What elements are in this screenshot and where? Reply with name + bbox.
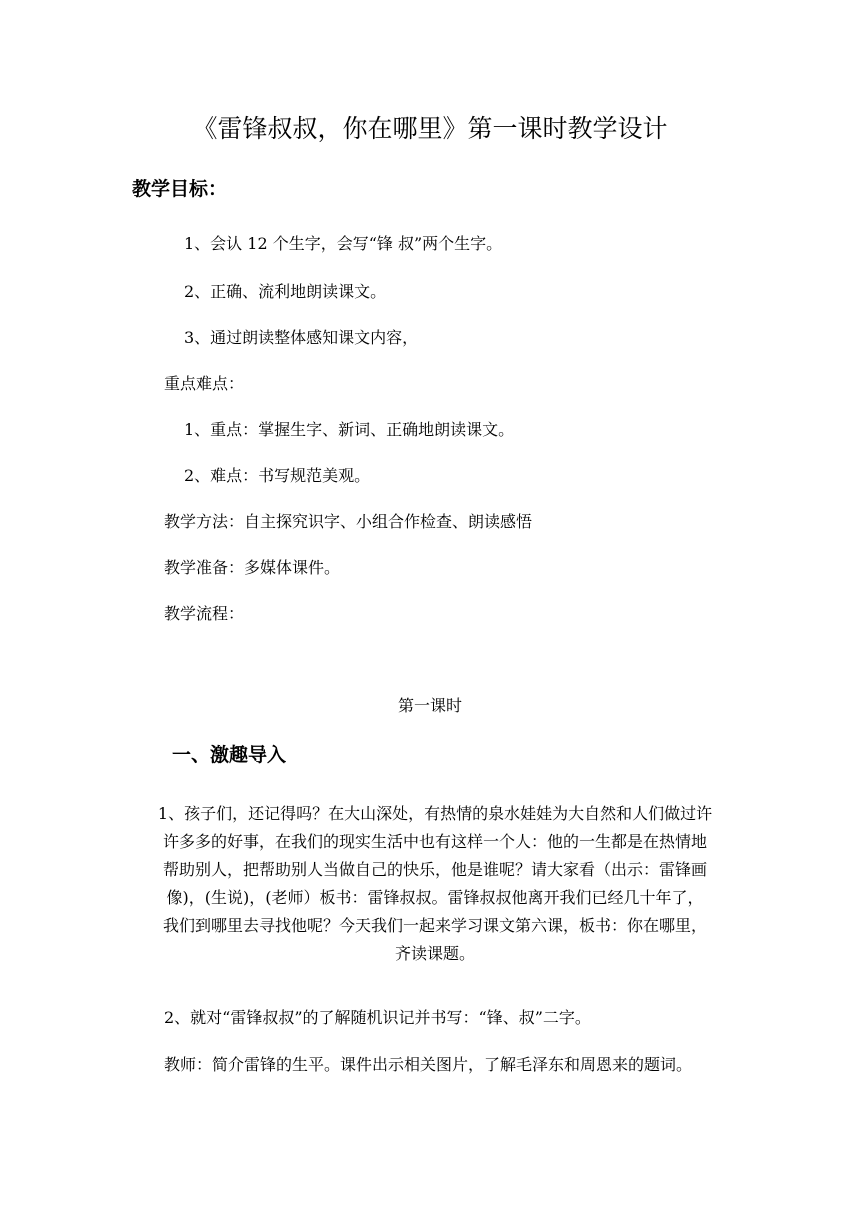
intro-paragraph <box>120 800 750 968</box>
objective-item-1: 1、会认 12 个生字，会写“锋 叔”两个生字。 <box>184 234 503 253</box>
document-title: 《雷锋叔叔，你在哪里》第一课时教学设计 <box>192 114 668 143</box>
paragraph-line: 像)，(生说)，(老师）板书：雷锋叔叔。雷锋叔叔他离开我们已经几十年了， <box>166 888 704 907</box>
key-point-item-2: 2、难点：书写规范美观。 <box>184 466 371 485</box>
key-points-heading: 重点难点： <box>164 374 245 393</box>
lesson-heading: 第一课时 <box>397 696 462 715</box>
paragraph-line: 我们到哪里去寻找他呢？今天我们一起来学习课文第六课，板书：你在哪里， <box>162 916 707 935</box>
objective-item-3: 3、通过朗读整体感知课文内容， <box>184 328 419 347</box>
paragraph-line: 齐读课题。 <box>394 944 475 963</box>
section-heading: 一、激趣导入 <box>172 744 287 766</box>
paragraph-2: 2、就对“雷锋叔叔”的了解随机识记并书写：“锋、叔”二字。 <box>164 1008 591 1027</box>
paragraph-line: 帮助别人，把帮助别人当做自己的快乐，他是谁呢？请大家看（出示：雷锋画 <box>162 860 707 879</box>
objectives-heading: 教学目标： <box>132 178 228 200</box>
key-point-item-1: 1、重点：掌握生字、新词、正确地朗读课文。 <box>184 420 515 439</box>
teaching-preparation: 教学准备：多媒体课件。 <box>164 558 341 577</box>
paragraph-line: 1、孩子们，还记得吗？在大山深处，有热情的泉水娃娃为大自然和人们做过许 <box>157 804 713 823</box>
objective-item-2: 2、正确、流利地朗读课文。 <box>184 282 387 301</box>
teaching-process-heading: 教学流程： <box>164 604 245 623</box>
paragraph-line: 许多多的好事，在我们的现实生活中也有这样一个人：他的一生都是在热情地 <box>162 832 707 851</box>
paragraph-3: 教师：简介雷锋的生平。课件出示相关图片，了解毛泽东和周恩来的题词。 <box>164 1055 693 1074</box>
teaching-method: 教学方法：自主探究识字、小组合作检查、朗读感悟 <box>164 512 533 531</box>
